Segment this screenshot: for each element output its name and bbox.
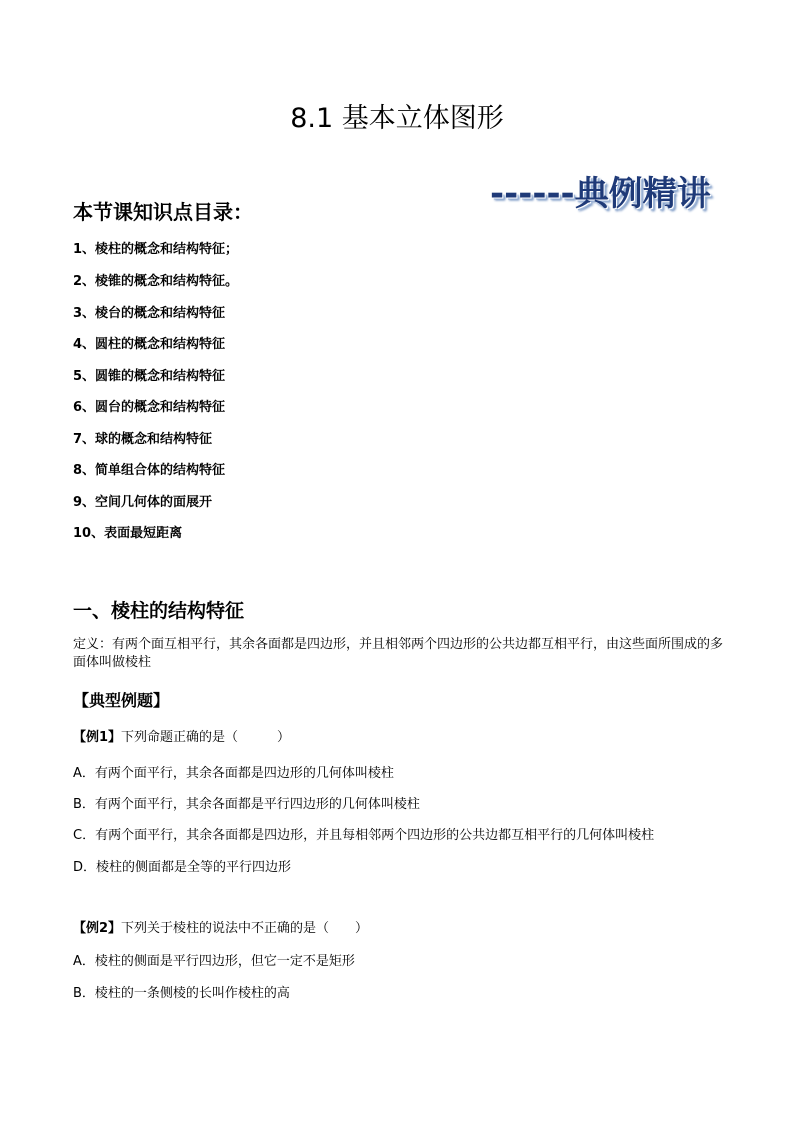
example-1-question	[73, 726, 290, 745]
toc-heading: 本节课知识点目录：	[73, 200, 253, 224]
page-title: 8.1 基本立体图形	[290, 103, 504, 134]
example-1-option-a: A．有两个面平行，其余各面都是四边形的几何体叫棱柱	[73, 766, 394, 781]
toc-item-10: 10、表面最短距离	[73, 526, 183, 541]
example-1-text: 下列命题正确的是（ ）	[121, 730, 291, 745]
toc-item-7: 7、球的概念和结构特征	[73, 432, 213, 447]
toc-item-4: 4、圆柱的概念和结构特征	[73, 337, 226, 352]
toc-item-3: 3、棱台的概念和结构特征	[73, 306, 226, 321]
example-1-option-b: B．有两个面平行，其余各面都是平行四边形的几何体叫棱柱	[73, 797, 420, 812]
examples-heading: 【典型例题】	[73, 691, 170, 710]
toc-item-9: 9、空间几何体的面展开	[73, 495, 213, 510]
toc-item-8: 8、简单组合体的结构特征	[73, 463, 226, 478]
definition-text: 定义：有两个面互相平行，其余各面都是四边形，并且相邻两个四边形的公共边都互相平行，由这些面所围成的多面体叫做棱柱	[73, 637, 724, 670]
toc-item-5: 5、圆锥的概念和结构特征	[73, 369, 226, 384]
toc-item-2: 2、棱锥的概念和结构特征。	[73, 274, 239, 289]
example-2-question	[73, 917, 368, 936]
example-2-option-a: A．棱柱的侧面是平行四边形，但它一定不是矩形	[73, 954, 355, 969]
section-banner: ------典例精讲	[490, 174, 711, 214]
example-2-text: 下列关于棱柱的说法中不正确的是（ ）	[121, 921, 369, 936]
example-1-option-c: C．有两个面平行，其余各面都是四边形，并且每相邻两个四边形的公共边都互相平行的几何体叫棱柱	[73, 828, 655, 843]
example-2-label: 【例2】	[73, 921, 122, 936]
toc-item-6: 6、圆台的概念和结构特征	[73, 400, 226, 415]
example-1-option-d: D．棱柱的侧面都是全等的平行四边形	[73, 860, 292, 875]
example-2-option-b: B．棱柱的一条侧棱的长叫作棱柱的高	[73, 986, 290, 1001]
toc-item-1: 1、棱柱的概念和结构特征；	[73, 242, 239, 257]
example-1-label: 【例1】	[73, 730, 122, 745]
section-heading: 一、棱柱的结构特征	[73, 600, 245, 622]
